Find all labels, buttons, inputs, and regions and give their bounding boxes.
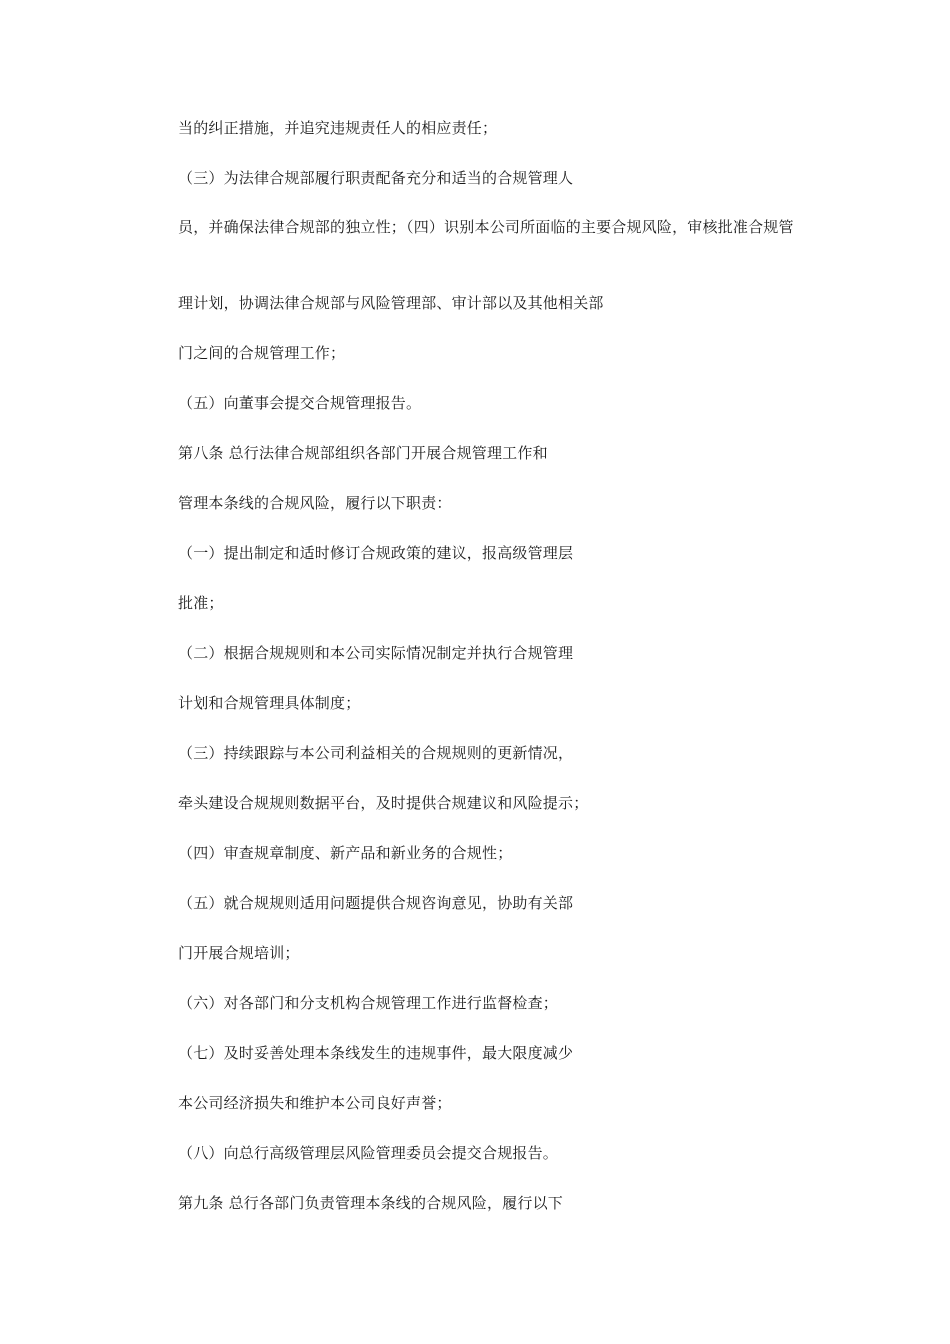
text-line-12: 计划和合规管理具体制度； [178,694,361,712]
text-line-16: （五）就合规规则适用问题提供合规咨询意见，协助有关部 [178,894,574,912]
text-line-6: （五）向董事会提交合规管理报告。 [178,394,422,412]
text-line-5: 门之间的合规管理工作； [178,344,346,362]
text-line-15: （四）审查规章制度、新产品和新业务的合规性； [178,844,513,862]
text-line-8: 管理本条线的合规风险，履行以下职责： [178,494,452,512]
text-line-14: 牵头建设合规规则数据平台，及时提供合规建议和风险提示； [178,794,589,812]
text-line-19: （七）及时妥善处理本条线发生的违规事件，最大限度减少 [178,1044,574,1062]
text-line-11: （二）根据合规规则和本公司实际情况制定并执行合规管理 [178,644,574,662]
text-line-4: 理计划，协调法律合规部与风险管理部、审计部以及其他相关部 [178,294,604,312]
article-9-heading: 第九条 总行各部门负责管理本条线的合规风险，履行以下 [178,1194,563,1212]
text-line-21: （八）向总行高级管理层风险管理委员会提交合规报告。 [178,1144,559,1162]
text-line-3: 员，并确保法律合规部的独立性；（四）识别本公司所面临的主要合规风险，审核批准合规管 [178,218,794,236]
text-line-9: （一）提出制定和适时修订合规政策的建议，报高级管理层 [178,544,574,562]
text-line-20: 本公司经济损失和维护本公司良好声誉； [178,1094,452,1112]
text-line-1: 当的纠正措施，并追究违规责任人的相应责任； [178,119,498,137]
text-line-17: 门开展合规培训； [178,944,300,962]
text-line-13: （三）持续跟踪与本公司利益相关的合规规则的更新情况， [178,744,574,762]
text-line-10: 批准； [178,594,224,612]
article-8-heading: 第八条 总行法律合规部组织各部门开展合规管理工作和 [178,444,548,462]
text-line-18: （六）对各部门和分支机构合规管理工作进行监督检查； [178,994,559,1012]
text-line-2: （三）为法律合规部履行职责配备充分和适当的合规管理人 [178,169,574,187]
